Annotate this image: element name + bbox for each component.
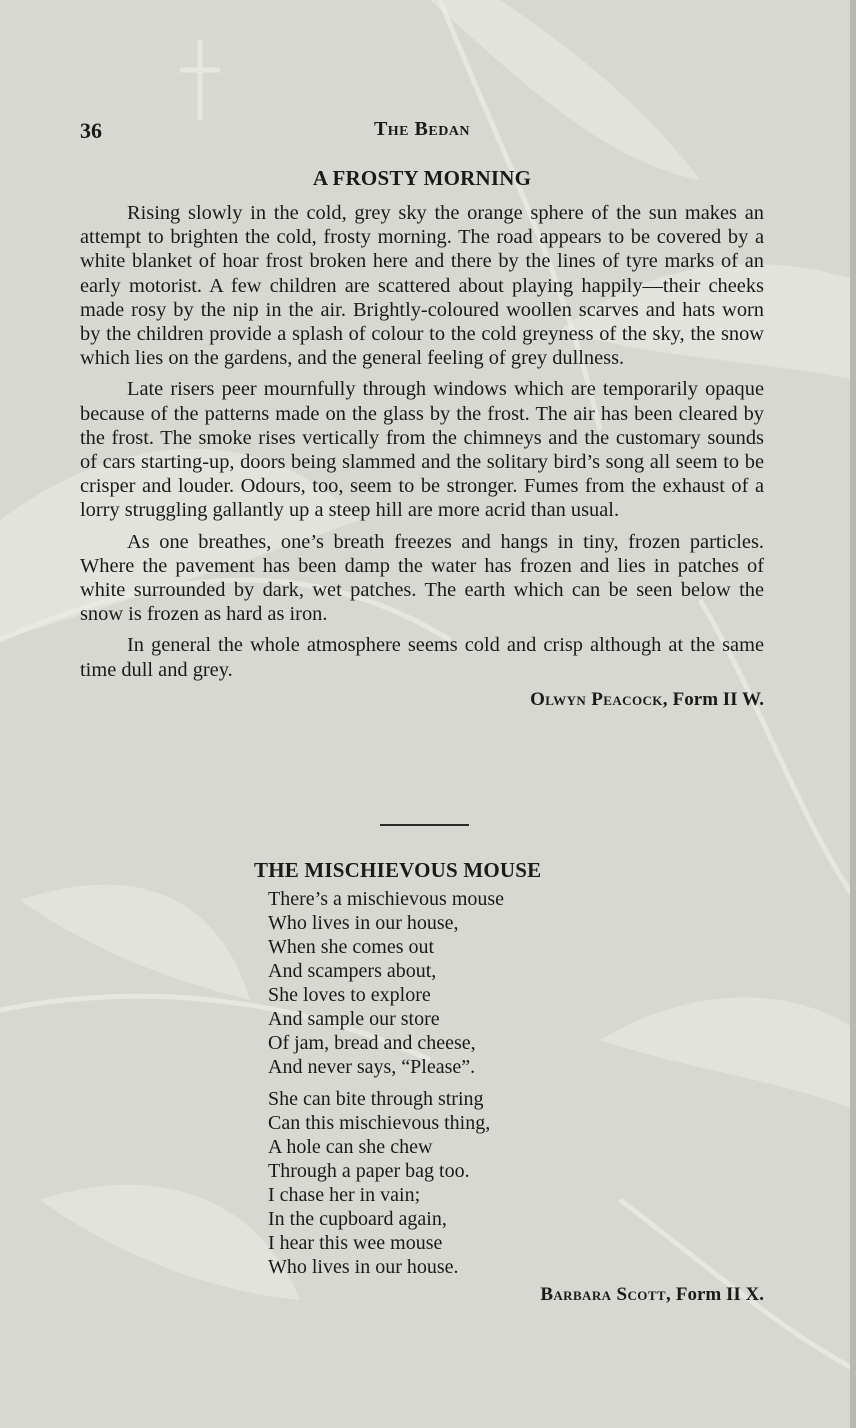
poem-line: Of jam, bread and cheese,	[268, 1032, 476, 1054]
running-title: The Bedan	[373, 118, 471, 140]
paragraph: In general the whole atmosphere seems cold and crisp although at the same time dull and grey.	[80, 634, 764, 681]
poem-line: I hear this wee mouse	[268, 1232, 443, 1254]
poem-line: A hole can she chew	[268, 1136, 433, 1158]
page-edge-shadow	[850, 0, 856, 1428]
poem-title: THE MISCHIEVOUS MOUSE	[254, 858, 542, 882]
author-byline	[80, 689, 764, 711]
poem-line: And sample our store	[268, 1008, 440, 1030]
author-name: Barbara Scott,	[540, 1284, 672, 1305]
paragraph: Late risers peer mournfully through windows which are temporarily opaque because of the patterns made on the glass by the frost. The air has been cleared by the frost. The smoke rises vertically from the chimneys and the customary sounds of cars starting-up, doors being slammed and the solitary bird’s song all seem to be crisper and louder. Odours, too, seem to be stronger. Fumes from the exhaust of a lorry struggling gallantly up a steep hill are more acrid than usual.	[80, 378, 764, 522]
poem-line: And scampers about,	[268, 960, 437, 982]
author-form: Form II X.	[675, 1284, 764, 1305]
paragraph: As one breathes, one’s breath freezes and hangs in tiny, frozen particles. Where the pavement has been damp the water has frozen and lies in patches of white surrounded by dark, wet patches. The earth which can be seen below the snow is frozen as hard as iron.	[80, 530, 764, 626]
stanza	[268, 1087, 764, 1279]
poem-line: There’s a mischievous mouse	[268, 888, 505, 910]
page-number: 36	[80, 118, 102, 143]
poem-line: And never says, “Please”.	[268, 1056, 476, 1078]
poem-mischievous-mouse	[254, 858, 764, 1287]
poem-author-byline	[540, 1284, 764, 1306]
section-divider	[380, 824, 469, 826]
poem-line: When she comes out	[268, 936, 435, 958]
article-frosty-morning	[80, 166, 764, 711]
stanza	[268, 887, 764, 1079]
poem-line: She loves to explore	[268, 984, 431, 1006]
poem-line: Can this mischievous thing,	[268, 1112, 491, 1134]
page-header	[80, 118, 764, 150]
poem-line: Through a paper bag too.	[268, 1160, 470, 1182]
paragraph: Rising slowly in the cold, grey sky the orange sphere of the sun makes an attempt to brighten the cold, frosty morning. The road appears to be covered by a white blanket of hoar frost broken here and there by the lines of tyre marks of an early motorist. A few children are scattered about playing happily—their cheeks made rosy by the nip in the air. Brightly-coloured woollen scarves and hats worn by the children provide a splash of colour to the cold greyness of the sky, the snow which lies on the gardens, and the general feeling of grey dullness.	[80, 202, 764, 370]
poem-line: She can bite through string	[268, 1088, 484, 1110]
poem-line: In the cupboard again,	[268, 1208, 447, 1230]
author-name: Olwyn Peacock,	[530, 688, 668, 710]
poem-line: Who lives in our house,	[268, 912, 459, 934]
article-title: A FROSTY MORNING	[312, 166, 532, 190]
poem-line: I chase her in vain;	[268, 1184, 421, 1206]
author-form: Form II W.	[672, 688, 764, 710]
poem-line: Who lives in our house.	[268, 1256, 459, 1278]
